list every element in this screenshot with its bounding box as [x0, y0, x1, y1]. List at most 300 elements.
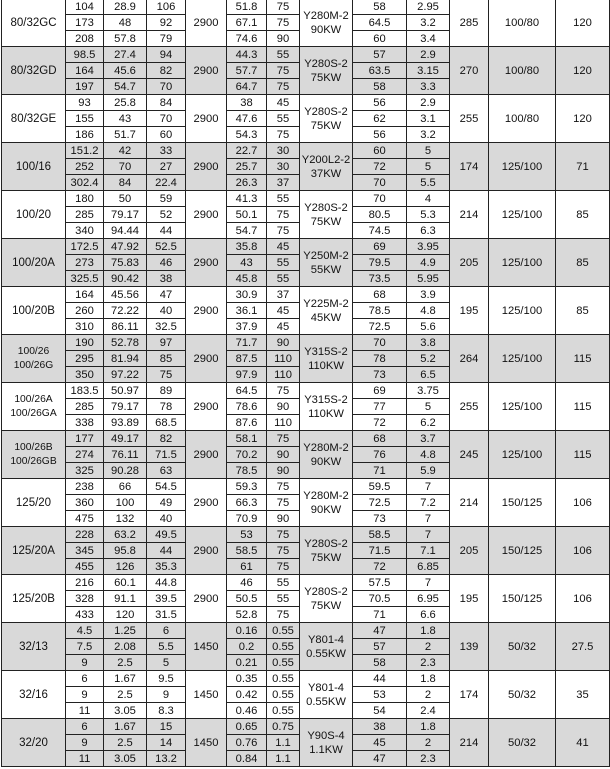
flow-m3h-cell: 186	[66, 127, 104, 143]
shaft-power-cell: 0.21	[227, 655, 267, 671]
model-cell: 100/20B	[2, 287, 66, 335]
flow-ls-cell: 76.11	[104, 447, 147, 463]
head-cell: 44	[147, 543, 186, 559]
model-cell: 100/20A	[2, 239, 66, 287]
center-height-cell: 27.5	[556, 623, 610, 671]
flow-m3h-cell: 164	[66, 63, 104, 79]
center-height-cell: 71	[556, 143, 610, 191]
table-row	[2, 335, 610, 351]
shaft-power-cell: 25.7	[227, 159, 267, 175]
motor-power-cell: 75	[267, 383, 300, 399]
flow-ls-cell: 49.17	[104, 431, 147, 447]
speed-cell: 2900	[186, 575, 227, 623]
center-height-cell: 85	[556, 191, 610, 239]
head-cell: 52.5	[147, 239, 186, 255]
flow-ls-cell: 52.78	[104, 335, 147, 351]
flow-m3h-cell: 238	[66, 479, 104, 495]
motor-power-cell: 75	[267, 63, 300, 79]
flow-m3h-cell: 208	[66, 31, 104, 47]
flow-ls-cell: 2.5	[104, 687, 147, 703]
head-cell: 46	[147, 255, 186, 271]
efficiency-cell: 68	[353, 287, 407, 303]
center-height-cell: 120	[556, 0, 610, 47]
table-row	[2, 287, 610, 303]
flange-cell: 100/80	[489, 0, 556, 47]
flow-m3h-cell: 11	[66, 703, 104, 719]
motor-power-cell: 0.55	[267, 623, 300, 639]
flow-m3h-cell: 360	[66, 495, 104, 511]
shaft-power-cell: 58.5	[227, 543, 267, 559]
efficiency-cell: 58	[353, 79, 407, 95]
flow-ls-cell: 72.22	[104, 303, 147, 319]
pump-spec-table	[1, 0, 610, 767]
flow-ls-cell: 126	[104, 559, 147, 575]
center-height-cell: 120	[556, 47, 610, 95]
speed-cell: 2900	[186, 0, 227, 47]
efficiency-cell: 72.5	[353, 495, 407, 511]
npsh-cell: 7.1	[407, 543, 450, 559]
speed-cell: 2900	[186, 287, 227, 335]
model-cell: 100/26 100/26G	[2, 335, 66, 383]
shaft-power-cell: 0.16	[227, 623, 267, 639]
flow-ls-cell: 1.67	[104, 719, 147, 735]
motor-model-cell: Y280S-2 75KW	[300, 95, 353, 143]
weight-cell: 285	[450, 0, 489, 47]
motor-model-cell: Y250M-2 55KW	[300, 239, 353, 287]
flange-cell: 100/80	[489, 47, 556, 95]
npsh-cell: 6.2	[407, 415, 450, 431]
center-height-cell: 85	[556, 287, 610, 335]
motor-model-cell: Y200L2-2 37KW	[300, 143, 353, 191]
head-cell: 15	[147, 719, 186, 735]
flange-cell: 100/80	[489, 95, 556, 143]
center-height-cell: 106	[556, 527, 610, 575]
npsh-cell: 7	[407, 527, 450, 543]
flow-ls-cell: 97.22	[104, 367, 147, 383]
shaft-power-cell: 22.7	[227, 143, 267, 159]
motor-power-cell: 45	[267, 319, 300, 335]
flow-m3h-cell: 173	[66, 15, 104, 31]
npsh-cell: 7	[407, 575, 450, 591]
motor-power-cell: 75	[267, 15, 300, 31]
flow-ls-cell: 81.94	[104, 351, 147, 367]
head-cell: 38	[147, 271, 186, 287]
npsh-cell: 4.9	[407, 255, 450, 271]
flow-ls-cell: 75.83	[104, 255, 147, 271]
flow-m3h-cell: 325.5	[66, 271, 104, 287]
shaft-power-cell: 52.8	[227, 607, 267, 623]
efficiency-cell: 72	[353, 159, 407, 175]
motor-power-cell: 110	[267, 415, 300, 431]
model-cell: 125/20A	[2, 527, 66, 575]
npsh-cell: 4	[407, 191, 450, 207]
shaft-power-cell: 50.1	[227, 207, 267, 223]
table-row	[2, 0, 610, 15]
head-cell: 5	[147, 655, 186, 671]
efficiency-cell: 78.5	[353, 303, 407, 319]
shaft-power-cell: 70.2	[227, 447, 267, 463]
head-cell: 89	[147, 383, 186, 399]
motor-model-cell: Y280S-2 75KW	[300, 191, 353, 239]
motor-power-cell: 37	[267, 175, 300, 191]
shaft-power-cell: 0.35	[227, 671, 267, 687]
table-row	[2, 527, 610, 543]
npsh-cell: 3.95	[407, 239, 450, 255]
shaft-power-cell: 57.7	[227, 63, 267, 79]
efficiency-cell: 72.5	[353, 319, 407, 335]
motor-power-cell: 55	[267, 111, 300, 127]
center-height-cell: 115	[556, 383, 610, 431]
flow-m3h-cell: 350	[66, 367, 104, 383]
npsh-cell: 3.9	[407, 287, 450, 303]
head-cell: 92	[147, 15, 186, 31]
npsh-cell: 2	[407, 639, 450, 655]
efficiency-cell: 47	[353, 623, 407, 639]
npsh-cell: 5	[407, 159, 450, 175]
table-row	[2, 575, 610, 591]
motor-power-cell: 30	[267, 143, 300, 159]
flow-m3h-cell: 340	[66, 223, 104, 239]
speed-cell: 2900	[186, 527, 227, 575]
flow-ls-cell: 79.17	[104, 207, 147, 223]
npsh-cell: 2.3	[407, 655, 450, 671]
flow-m3h-cell: 190	[66, 335, 104, 351]
speed-cell: 1450	[186, 671, 227, 719]
weight-cell: 255	[450, 383, 489, 431]
npsh-cell: 1.8	[407, 623, 450, 639]
flow-m3h-cell: 433	[66, 607, 104, 623]
shaft-power-cell: 43	[227, 255, 267, 271]
flow-ls-cell: 43	[104, 111, 147, 127]
npsh-cell: 7	[407, 479, 450, 495]
head-cell: 70	[147, 111, 186, 127]
flow-m3h-cell: 183.5	[66, 383, 104, 399]
motor-power-cell: 45	[267, 239, 300, 255]
npsh-cell: 2.95	[407, 0, 450, 15]
flange-cell: 125/100	[489, 287, 556, 335]
head-cell: 40	[147, 303, 186, 319]
npsh-cell: 3.75	[407, 383, 450, 399]
shaft-power-cell: 58.1	[227, 431, 267, 447]
flange-cell: 50/32	[489, 719, 556, 767]
shaft-power-cell: 0.2	[227, 639, 267, 655]
motor-power-cell: 90	[267, 31, 300, 47]
shaft-power-cell: 54.7	[227, 223, 267, 239]
motor-model-cell: Y280S-2 75KW	[300, 575, 353, 623]
speed-cell: 2900	[186, 191, 227, 239]
weight-cell: 205	[450, 239, 489, 287]
head-cell: 82	[147, 431, 186, 447]
flow-ls-cell: 91.1	[104, 591, 147, 607]
flow-m3h-cell: 6	[66, 671, 104, 687]
npsh-cell: 7.2	[407, 495, 450, 511]
speed-cell: 1450	[186, 719, 227, 767]
flow-m3h-cell: 252	[66, 159, 104, 175]
efficiency-cell: 58	[353, 0, 407, 15]
efficiency-cell: 77	[353, 399, 407, 415]
efficiency-cell: 44	[353, 671, 407, 687]
flow-ls-cell: 120	[104, 607, 147, 623]
table-row	[2, 623, 610, 639]
efficiency-cell: 73	[353, 367, 407, 383]
model-cell: 125/20	[2, 479, 66, 527]
efficiency-cell: 38	[353, 719, 407, 735]
flow-ls-cell: 45.6	[104, 63, 147, 79]
motor-model-cell: Y280S-2 75KW	[300, 527, 353, 575]
efficiency-cell: 79.5	[353, 255, 407, 271]
npsh-cell: 5.6	[407, 319, 450, 335]
flow-m3h-cell: 475	[66, 511, 104, 527]
table-row	[2, 191, 610, 207]
center-height-cell: 115	[556, 431, 610, 479]
table-row	[2, 719, 610, 735]
flow-m3h-cell: 328	[66, 591, 104, 607]
efficiency-cell: 60	[353, 31, 407, 47]
head-cell: 68.5	[147, 415, 186, 431]
efficiency-cell: 73	[353, 511, 407, 527]
flow-ls-cell: 84	[104, 175, 147, 191]
efficiency-cell: 58	[353, 655, 407, 671]
efficiency-cell: 59.5	[353, 479, 407, 495]
flow-ls-cell: 90.42	[104, 271, 147, 287]
motor-power-cell: 0.55	[267, 687, 300, 703]
weight-cell: 195	[450, 575, 489, 623]
flow-m3h-cell: 345	[66, 543, 104, 559]
motor-model-cell: Y280M-2 90KW	[300, 479, 353, 527]
shaft-power-cell: 54.3	[227, 127, 267, 143]
flow-ls-cell: 3.05	[104, 703, 147, 719]
efficiency-cell: 57	[353, 47, 407, 63]
weight-cell: 270	[450, 47, 489, 95]
model-cell: 32/13	[2, 623, 66, 671]
motor-power-cell: 75	[267, 527, 300, 543]
shaft-power-cell: 78.5	[227, 463, 267, 479]
head-cell: 94	[147, 47, 186, 63]
flow-m3h-cell: 260	[66, 303, 104, 319]
shaft-power-cell: 53	[227, 527, 267, 543]
table-row	[2, 671, 610, 687]
shaft-power-cell: 64.5	[227, 383, 267, 399]
flow-ls-cell: 100	[104, 495, 147, 511]
model-cell: 100/20	[2, 191, 66, 239]
speed-cell: 2900	[186, 47, 227, 95]
speed-cell: 2900	[186, 239, 227, 287]
head-cell: 59	[147, 191, 186, 207]
efficiency-cell: 47	[353, 751, 407, 767]
shaft-power-cell: 26.3	[227, 175, 267, 191]
flow-ls-cell: 47.92	[104, 239, 147, 255]
model-cell: 80/32GE	[2, 95, 66, 143]
shaft-power-cell: 38	[227, 95, 267, 111]
efficiency-cell: 76	[353, 447, 407, 463]
shaft-power-cell: 0.46	[227, 703, 267, 719]
head-cell: 70	[147, 79, 186, 95]
model-cell: 32/20	[2, 719, 66, 767]
head-cell: 84	[147, 95, 186, 111]
flow-m3h-cell: 338	[66, 415, 104, 431]
flow-ls-cell: 42	[104, 143, 147, 159]
efficiency-cell: 70	[353, 191, 407, 207]
weight-cell: 245	[450, 431, 489, 479]
npsh-cell: 5	[407, 143, 450, 159]
flange-cell: 150/125	[489, 479, 556, 527]
shaft-power-cell: 45.8	[227, 271, 267, 287]
center-height-cell: 85	[556, 239, 610, 287]
efficiency-cell: 72	[353, 415, 407, 431]
npsh-cell: 2.4	[407, 703, 450, 719]
shaft-power-cell: 97.9	[227, 367, 267, 383]
npsh-cell: 3.8	[407, 335, 450, 351]
table-row	[2, 95, 610, 111]
motor-power-cell: 75	[267, 207, 300, 223]
head-cell: 33	[147, 143, 186, 159]
weight-cell: 174	[450, 671, 489, 719]
flange-cell: 125/100	[489, 143, 556, 191]
flow-ls-cell: 95.8	[104, 543, 147, 559]
motor-power-cell: 75	[267, 607, 300, 623]
table-row	[2, 143, 610, 159]
npsh-cell: 5.95	[407, 271, 450, 287]
speed-cell: 2900	[186, 95, 227, 143]
motor-power-cell: 30	[267, 159, 300, 175]
table-row	[2, 239, 610, 255]
head-cell: 54.5	[147, 479, 186, 495]
head-cell: 22.4	[147, 175, 186, 191]
weight-cell: 205	[450, 527, 489, 575]
efficiency-cell: 69	[353, 239, 407, 255]
weight-cell: 174	[450, 143, 489, 191]
head-cell: 49	[147, 495, 186, 511]
flow-ls-cell: 51.7	[104, 127, 147, 143]
motor-power-cell: 75	[267, 495, 300, 511]
efficiency-cell: 64.5	[353, 15, 407, 31]
motor-power-cell: 75	[267, 431, 300, 447]
center-height-cell: 106	[556, 479, 610, 527]
flow-m3h-cell: 325	[66, 463, 104, 479]
flow-ls-cell: 54.7	[104, 79, 147, 95]
shaft-power-cell: 0.84	[227, 751, 267, 767]
shaft-power-cell: 67.1	[227, 15, 267, 31]
head-cell: 40	[147, 511, 186, 527]
table-row	[2, 431, 610, 447]
flange-cell: 50/32	[489, 623, 556, 671]
flow-ls-cell: 1.25	[104, 623, 147, 639]
shaft-power-cell: 66.3	[227, 495, 267, 511]
motor-power-cell: 90	[267, 447, 300, 463]
flow-m3h-cell: 285	[66, 207, 104, 223]
shaft-power-cell: 71.7	[227, 335, 267, 351]
efficiency-cell: 80.5	[353, 207, 407, 223]
efficiency-cell: 68	[353, 431, 407, 447]
flow-m3h-cell: 93	[66, 95, 104, 111]
flow-ls-cell: 2.5	[104, 735, 147, 751]
efficiency-cell: 56	[353, 95, 407, 111]
head-cell: 39.5	[147, 591, 186, 607]
head-cell: 9.5	[147, 671, 186, 687]
center-height-cell: 120	[556, 95, 610, 143]
head-cell: 60	[147, 127, 186, 143]
flow-m3h-cell: 197	[66, 79, 104, 95]
motor-power-cell: 55	[267, 271, 300, 287]
npsh-cell: 4.8	[407, 447, 450, 463]
flange-cell: 125/100	[489, 191, 556, 239]
motor-power-cell: 0.75	[267, 719, 300, 735]
flow-m3h-cell: 4.5	[66, 623, 104, 639]
efficiency-cell: 45	[353, 735, 407, 751]
motor-power-cell: 0.55	[267, 639, 300, 655]
motor-model-cell: Y225M-2 45KW	[300, 287, 353, 335]
table-row	[2, 383, 610, 399]
center-height-cell: 35	[556, 671, 610, 719]
head-cell: 63	[147, 463, 186, 479]
motor-power-cell: 0.55	[267, 655, 300, 671]
npsh-cell: 7	[407, 511, 450, 527]
npsh-cell: 5	[407, 399, 450, 415]
model-cell: 100/16	[2, 143, 66, 191]
motor-power-cell: 75	[267, 79, 300, 95]
model-cell: 32/16	[2, 671, 66, 719]
weight-cell: 264	[450, 335, 489, 383]
npsh-cell: 3.1	[407, 111, 450, 127]
efficiency-cell: 56	[353, 127, 407, 143]
flow-ls-cell: 93.89	[104, 415, 147, 431]
motor-power-cell: 90	[267, 511, 300, 527]
flow-ls-cell: 60.1	[104, 575, 147, 591]
flow-ls-cell: 94.44	[104, 223, 147, 239]
speed-cell: 2900	[186, 335, 227, 383]
flange-cell: 125/100	[489, 239, 556, 287]
flow-ls-cell: 28.9	[104, 0, 147, 15]
npsh-cell: 2	[407, 735, 450, 751]
motor-power-cell: 75	[267, 0, 300, 15]
efficiency-cell: 71	[353, 607, 407, 623]
flow-m3h-cell: 216	[66, 575, 104, 591]
head-cell: 82	[147, 63, 186, 79]
flow-ls-cell: 50.97	[104, 383, 147, 399]
motor-power-cell: 55	[267, 47, 300, 63]
efficiency-cell: 70.5	[353, 591, 407, 607]
flow-ls-cell: 45.56	[104, 287, 147, 303]
shaft-power-cell: 87.6	[227, 415, 267, 431]
flow-ls-cell: 57.8	[104, 31, 147, 47]
motor-model-cell: Y801-4 0.55KW	[300, 623, 353, 671]
npsh-cell: 6.3	[407, 223, 450, 239]
center-height-cell: 41	[556, 719, 610, 767]
flange-cell: 125/100	[489, 431, 556, 479]
shaft-power-cell: 0.42	[227, 687, 267, 703]
npsh-cell: 1.8	[407, 719, 450, 735]
head-cell: 106	[147, 0, 186, 15]
motor-power-cell: 110	[267, 351, 300, 367]
flow-m3h-cell: 104	[66, 0, 104, 15]
flow-ls-cell: 132	[104, 511, 147, 527]
shaft-power-cell: 59.3	[227, 479, 267, 495]
flow-m3h-cell: 6	[66, 719, 104, 735]
flow-m3h-cell: 98.5	[66, 47, 104, 63]
npsh-cell: 2.9	[407, 47, 450, 63]
head-cell: 97	[147, 335, 186, 351]
motor-model-cell: Y280M-2 90KW	[300, 0, 353, 47]
efficiency-cell: 71	[353, 463, 407, 479]
head-cell: 79	[147, 31, 186, 47]
flow-m3h-cell: 228	[66, 527, 104, 543]
head-cell: 5.5	[147, 639, 186, 655]
motor-power-cell: 0.55	[267, 703, 300, 719]
shaft-power-cell: 74.6	[227, 31, 267, 47]
npsh-cell: 2	[407, 687, 450, 703]
motor-power-cell: 110	[267, 367, 300, 383]
motor-power-cell: 75	[267, 479, 300, 495]
